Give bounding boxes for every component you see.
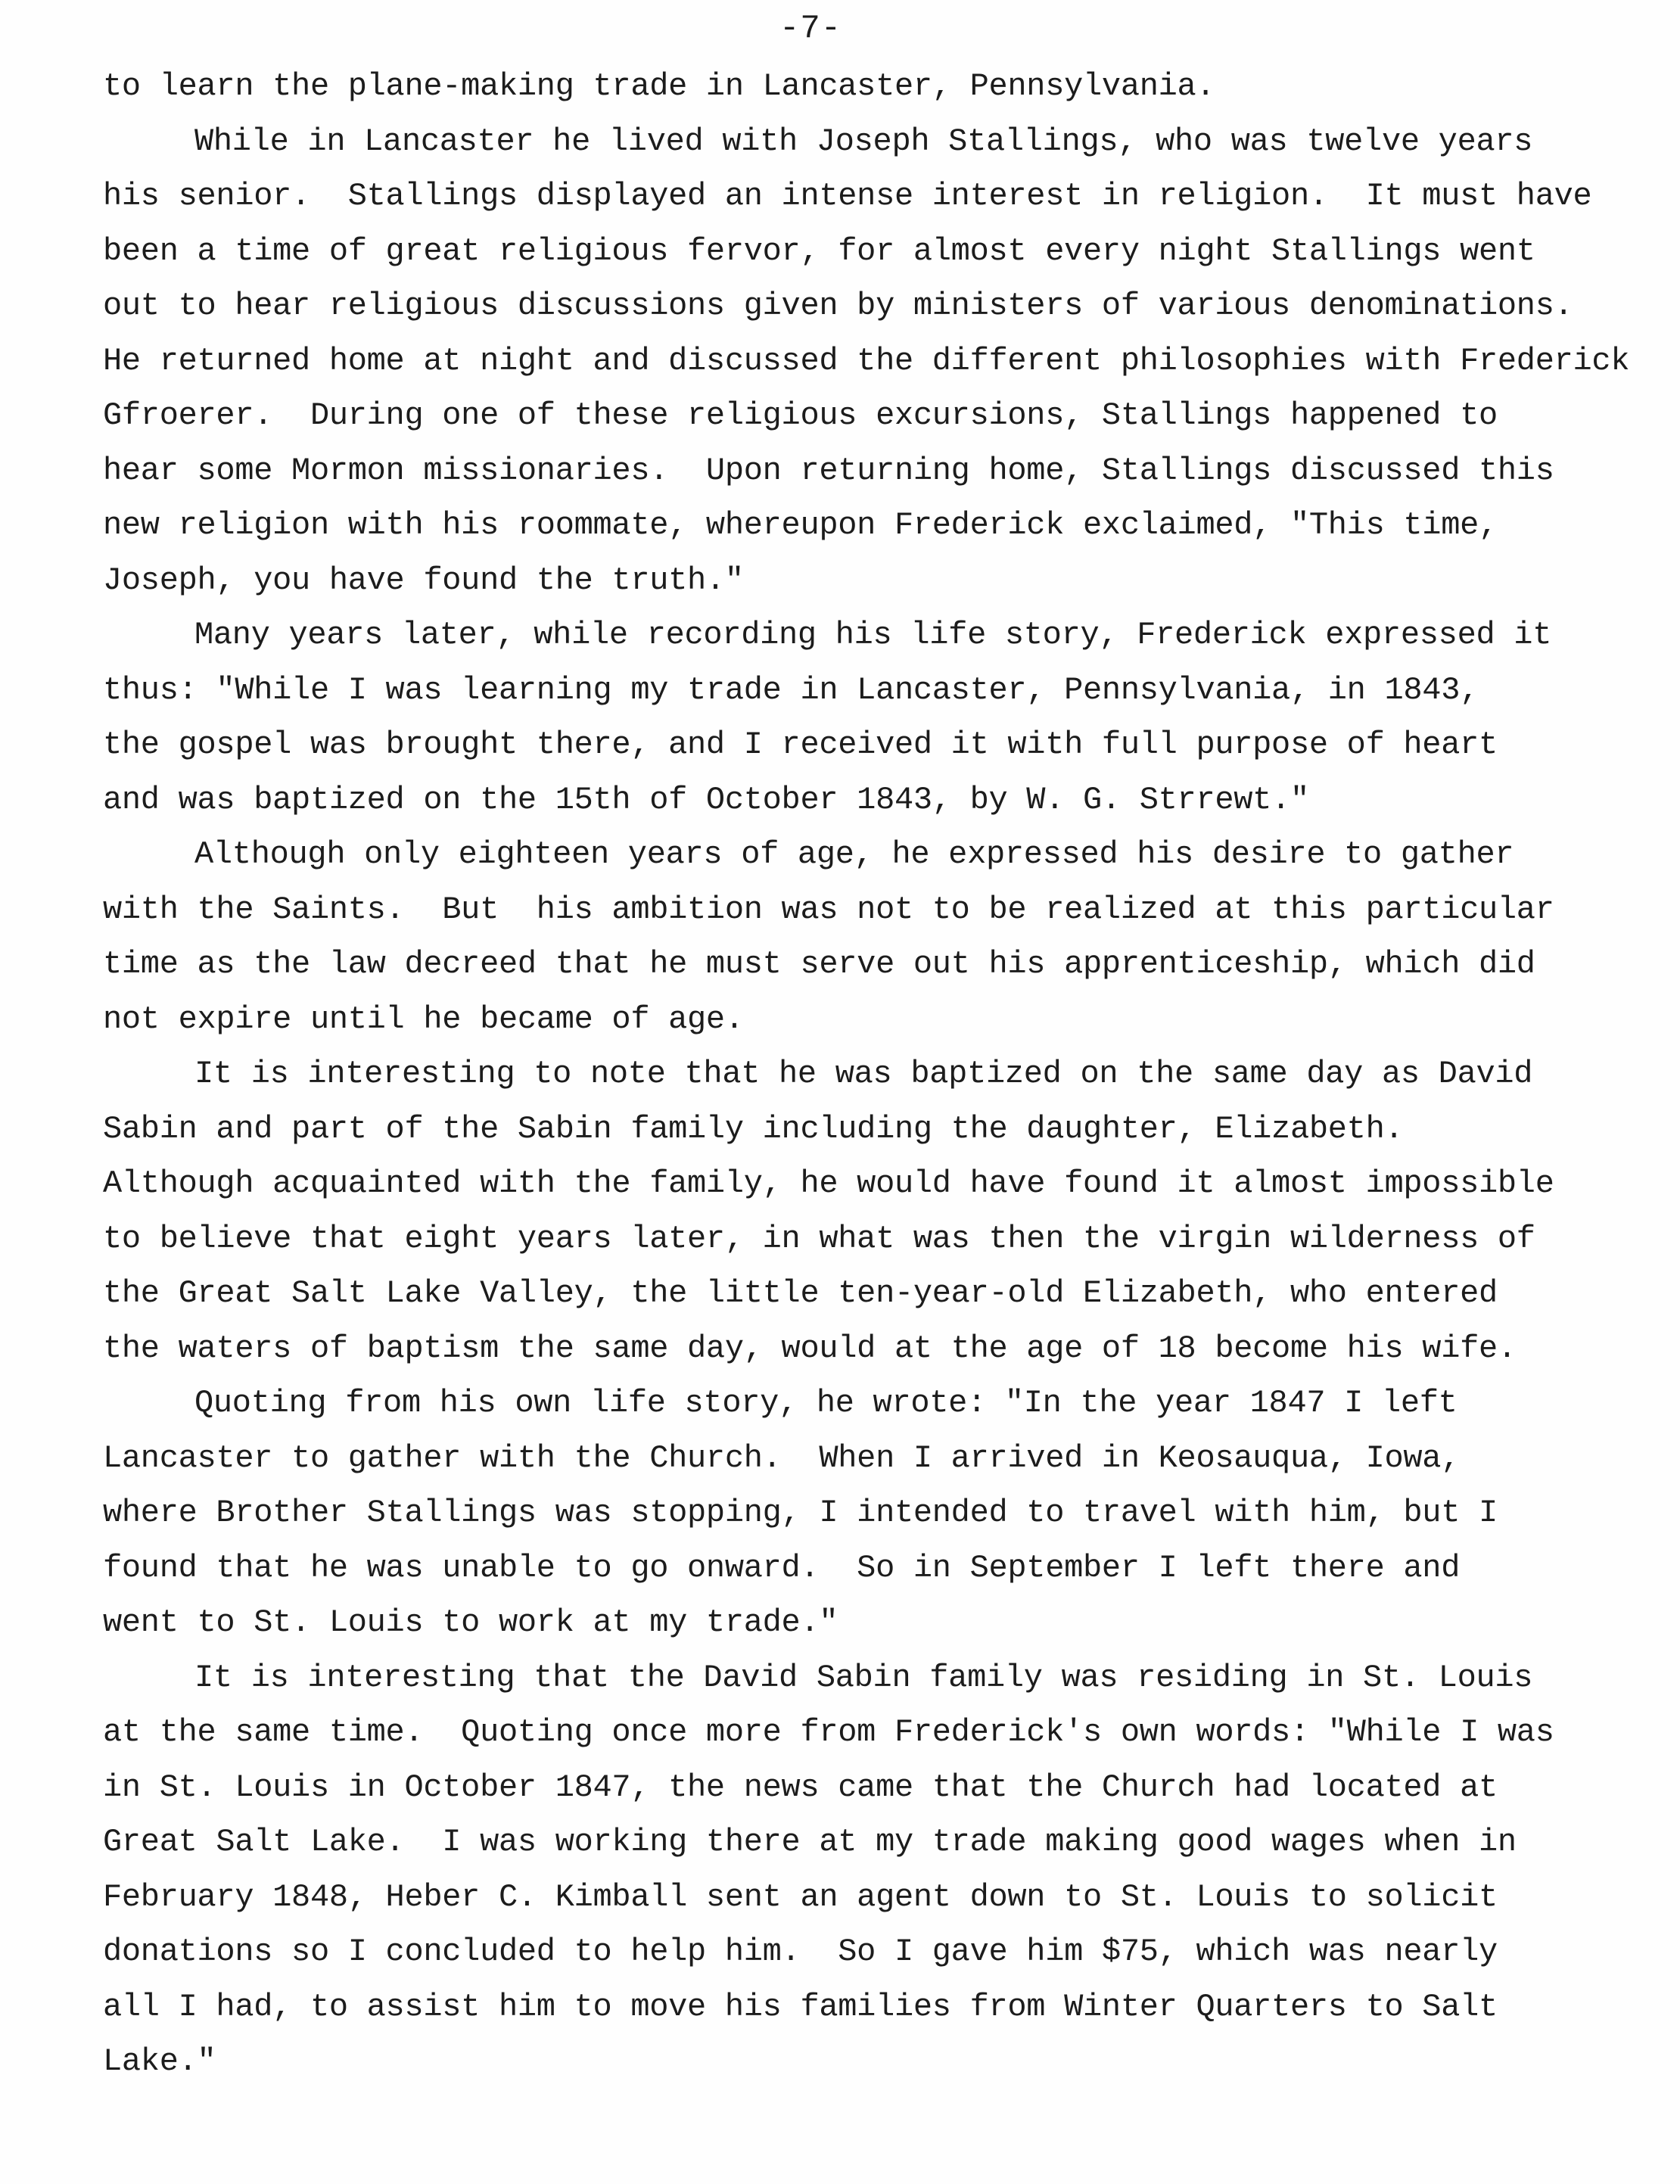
text-line: He returned home at night and discussed the different philosophies with Frederick xyxy=(103,342,1630,379)
text-line: to believe that eight years later, in what was then the virgin wilderness of xyxy=(103,1220,1535,1257)
text-line: Although only eighteen years of age, he expressed his desire to gather xyxy=(194,836,1514,873)
text-line: thus: "While I was learning my trade in Lancaster, Pennsylvania, in 1843, xyxy=(103,671,1479,708)
text-line: with the Saints. But his ambition was not to be realized at this particular xyxy=(103,891,1554,928)
text-line: where Brother Stallings was stopping, I intended to travel with him, but I xyxy=(103,1495,1498,1531)
text-line: out to hear religious discussions given by ministers of various denominations. xyxy=(103,288,1573,324)
text-line: Many years later, while recording his life story, Frederick expressed it xyxy=(194,617,1552,653)
text-line: the gospel was brought there, and I received it with full purpose of heart xyxy=(103,726,1498,763)
text-line: been a time of great religious fervor, for almost every night Stallings went xyxy=(103,232,1535,269)
text-line: at the same time. Quoting once more from Frederick's own words: "While I was xyxy=(103,1714,1554,1750)
paragraph xyxy=(103,59,1632,114)
text-line: the waters of baptism the same day, would at the age of 18 become his wife. xyxy=(103,1330,1517,1367)
text-line: to learn the plane-making trade in Lancaster, Pennsylvania. xyxy=(103,68,1215,104)
text-line: It is interesting to note that he was baptized on the same day as David xyxy=(194,1056,1533,1092)
text-line: February 1848, Heber C. Kimball sent an agent down to St. Louis to solicit xyxy=(103,1878,1498,1915)
text-line: Sabin and part of the Sabin family including the daughter, Elizabeth. xyxy=(103,1110,1404,1147)
text-line: in St. Louis in October 1847, the news came that the Church had located at xyxy=(103,1769,1498,1806)
text-line: Lancaster to gather with the Church. When I arrived in Keosauqua, Iowa, xyxy=(103,1439,1461,1476)
text-line: hear some Mormon missionaries. Upon returning home, Stallings discussed this xyxy=(103,452,1554,489)
page-number: -7- xyxy=(779,10,842,48)
text-line: found that he was unable to go onward. So in September I left there and xyxy=(103,1549,1461,1586)
text-line: Joseph, you have found the truth." xyxy=(103,562,744,599)
body-text xyxy=(103,59,1632,2089)
paragraph xyxy=(103,1376,1632,1650)
text-line: Great Salt Lake. I was working there at my trade making good wages when in xyxy=(103,1824,1517,1860)
text-line: Gfroerer. During one of these religious excursions, Stallings happened to xyxy=(103,397,1498,434)
paragraph xyxy=(103,1047,1632,1376)
text-line: Although acquainted with the family, he would have found it almost impossible xyxy=(103,1165,1554,1202)
text-line: While in Lancaster he lived with Joseph Stallings, who was twelve years xyxy=(194,123,1533,160)
paragraph xyxy=(103,608,1632,827)
text-line: not expire until he became of age. xyxy=(103,1000,744,1038)
text-line: Lake." xyxy=(103,2043,216,2080)
text-line: his senior. Stallings displayed an intense interest in religion. It must have xyxy=(103,178,1592,214)
text-line: new religion with his roommate, whereupon Frederick exclaimed, "This time, xyxy=(103,507,1498,543)
text-line: time as the law decreed that he must serve out his apprenticeship, which did xyxy=(103,946,1535,982)
text-line: the Great Salt Lake Valley, the little ten-year-old Elizabeth, who entered xyxy=(103,1275,1498,1311)
text-line: and was baptized on the 15th of October 1843, by W. G. Strrewt." xyxy=(103,781,1309,818)
text-line: It is interesting that the David Sabin family was residing in St. Louis xyxy=(194,1659,1533,1696)
text-line: Quoting from his own life story, he wrote: "In the year 1847 I left xyxy=(194,1385,1458,1421)
text-line: went to St. Louis to work at my trade." xyxy=(103,1604,838,1641)
paragraph xyxy=(103,1650,1632,2089)
paragraph xyxy=(103,827,1632,1047)
paragraph xyxy=(103,114,1632,608)
text-line: donations so I concluded to help him. So I gave him $75, which was nearly xyxy=(103,1934,1498,1970)
text-line: all I had, to assist him to move his families from Winter Quarters to Salt xyxy=(103,1988,1498,2025)
